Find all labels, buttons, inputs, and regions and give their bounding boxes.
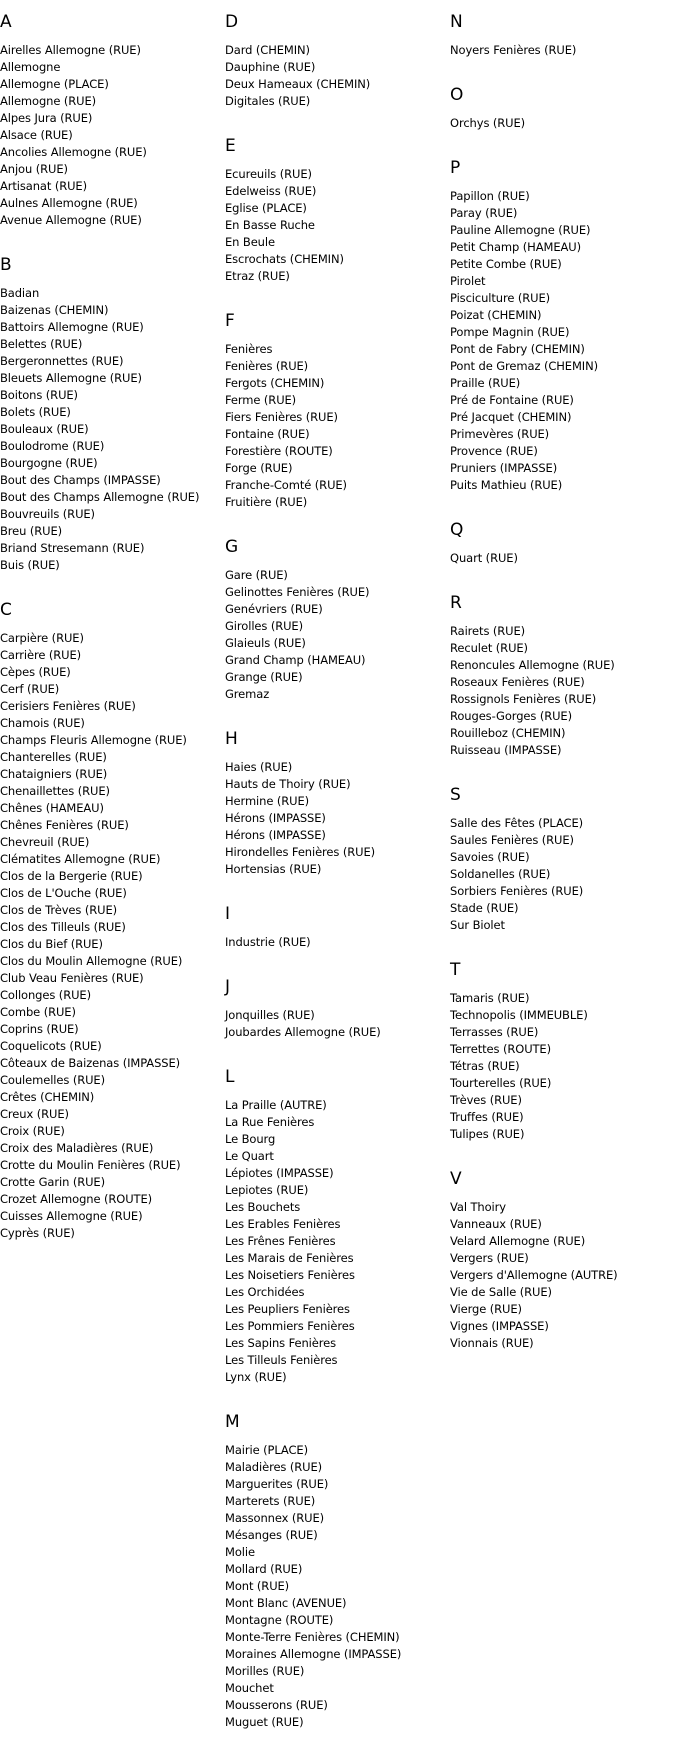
street-list [225, 166, 445, 285]
street-list-item: La Rue Fenières [225, 1115, 315, 1129]
street-list-item: Petite Combe (RUE) [450, 257, 562, 271]
street-list-item: Allemogne [0, 60, 61, 74]
street-list-item: Bourgogne (RUE) [0, 456, 98, 470]
street-list [0, 630, 220, 1242]
street-list-item: Les Bouchets [225, 1200, 301, 1214]
street-list-item: Trèves (RUE) [450, 1093, 522, 1107]
street-list-item: Jonquilles (RUE) [225, 1008, 315, 1022]
street-list-item: Bleuets Allemogne (RUE) [0, 371, 142, 385]
street-list-item: Tulipes (RUE) [450, 1127, 525, 1141]
street-list-item: Vierge (RUE) [450, 1302, 522, 1316]
street-list-item: Franche-Comté (RUE) [225, 478, 347, 492]
street-list-item: Bout des Champs Allemogne (RUE) [0, 490, 200, 504]
street-list [225, 1442, 445, 1731]
street-list-item: Cerisiers Fenières (RUE) [0, 699, 136, 713]
street-list-item: Fenières [225, 342, 273, 356]
street-list-item: Le Bourg [225, 1132, 276, 1146]
street-list-item: Mouchet [225, 1681, 274, 1695]
street-list-item: Lepiotes (RUE) [225, 1183, 309, 1197]
street-list-item: Tamaris (RUE) [450, 991, 530, 1005]
street-list-item: Girolles (RUE) [225, 619, 303, 633]
street-list-item: Buis (RUE) [0, 558, 60, 572]
street-list-item: Hauts de Thoiry (RUE) [225, 777, 351, 791]
street-list-item: Orchys (RUE) [450, 116, 526, 130]
street-list-item: Rouges-Gorges (RUE) [450, 709, 572, 723]
street-list-item: Battoirs Allemogne (RUE) [0, 320, 144, 334]
letter-section [225, 537, 445, 703]
street-list-item: Bout des Champs (IMPASSE) [0, 473, 161, 487]
section-letter-heading: S [450, 785, 461, 805]
street-list-item: Ancolies Allemogne (RUE) [0, 145, 147, 159]
section-letter-heading: M [225, 1412, 240, 1432]
street-list-item: Croix des Maladières (RUE) [0, 1141, 154, 1155]
street-list-item: Cuisses Allemogne (RUE) [0, 1209, 143, 1223]
letter-section [225, 1412, 445, 1731]
street-list-item: En Beule [225, 235, 275, 249]
street-list-item: Reculet (RUE) [450, 641, 528, 655]
section-letter-heading: E [225, 136, 236, 156]
street-list-item: Club Veau Fenières (RUE) [0, 971, 144, 985]
letter-section [450, 785, 670, 934]
street-list-item: Quart (RUE) [450, 551, 518, 565]
street-list-item: Morilles (RUE) [225, 1664, 305, 1678]
street-list-item: Briand Stresemann (RUE) [0, 541, 145, 555]
street-list-item: Cèpes (RUE) [0, 665, 71, 679]
street-list-item: Pauline Allemogne (RUE) [450, 223, 591, 237]
street-list-item: Massonnex (RUE) [225, 1511, 325, 1525]
street-list-item: Petit Champ (HAMEAU) [450, 240, 581, 254]
letter-section [225, 12, 445, 110]
street-list [225, 1007, 445, 1041]
street-list-item: Etraz (RUE) [225, 269, 290, 283]
street-list-item: Paray (RUE) [450, 206, 518, 220]
street-list-item: Velard Allemogne (RUE) [450, 1234, 586, 1248]
section-letter-heading: L [225, 1067, 235, 1087]
street-list-item: Mousserons (RUE) [225, 1698, 328, 1712]
street-list-item: Technopolis (IMMEUBLE) [450, 1008, 588, 1022]
street-list-item: Fiers Fenières (RUE) [225, 410, 338, 424]
street-list-item: Les Peupliers Fenières [225, 1302, 350, 1316]
street-list [450, 990, 670, 1143]
street-list-item: Baizenas (CHEMIN) [0, 303, 109, 317]
street-list [450, 815, 670, 934]
street-list-item: Chataigniers (RUE) [0, 767, 108, 781]
street-list-item: Deux Hameaux (CHEMIN) [225, 77, 371, 91]
street-list-item: Ferme (RUE) [225, 393, 297, 407]
street-list-item: Bouleaux (RUE) [0, 422, 89, 436]
street-list-item: Primevères (RUE) [450, 427, 550, 441]
street-list-item: Breu (RUE) [0, 524, 63, 538]
street-list-item: Badian [0, 286, 40, 300]
street-list-item: Vionnais (RUE) [450, 1336, 534, 1350]
section-letter-heading: R [450, 593, 462, 613]
section-letter-heading: O [450, 85, 464, 105]
street-list-item: Roseaux Fenières (RUE) [450, 675, 585, 689]
street-list-item: Hortensias (RUE) [225, 862, 322, 876]
street-list-item: Ruisseau (IMPASSE) [450, 743, 562, 757]
street-list-item: Fenières (RUE) [225, 359, 309, 373]
street-list-item: Collonges (RUE) [0, 988, 91, 1002]
street-list-item: Coprins (RUE) [0, 1022, 79, 1036]
street-list-item: Creux (RUE) [0, 1107, 69, 1121]
street-list-item: Lynx (RUE) [225, 1370, 287, 1384]
letter-section [0, 12, 220, 229]
street-list-item: Mairie (PLACE) [225, 1443, 308, 1457]
street-list [0, 285, 220, 574]
street-list-item: Combe (RUE) [0, 1005, 76, 1019]
street-list-item: Clos de la Bergerie (RUE) [0, 869, 143, 883]
index-column-1 [0, 12, 220, 1268]
street-list [450, 550, 670, 567]
street-list-item: Pont de Gremaz (CHEMIN) [450, 359, 598, 373]
street-list-item: Chanterelles (RUE) [0, 750, 107, 764]
street-list-item: Muguet (RUE) [225, 1715, 304, 1729]
street-list-item: Salle des Fêtes (PLACE) [450, 816, 584, 830]
section-letter-heading: A [0, 12, 12, 32]
street-list-item: Digitales (RUE) [225, 94, 311, 108]
street-list [450, 623, 670, 759]
street-list-item: Puits Mathieu (RUE) [450, 478, 563, 492]
section-letter-heading: D [225, 12, 239, 32]
street-list-item: Vergers (RUE) [450, 1251, 529, 1265]
street-list-item: Fruitière (RUE) [225, 495, 308, 509]
street-list-item: Boulodrome (RUE) [0, 439, 105, 453]
section-letter-heading: J [225, 977, 231, 997]
street-list-item: Crozet Allemogne (ROUTE) [0, 1192, 153, 1206]
street-list-item: Fontaine (RUE) [225, 427, 310, 441]
street-list-item: Tétras (RUE) [450, 1059, 520, 1073]
letter-section [450, 960, 670, 1143]
street-list-item: Artisanat (RUE) [0, 179, 87, 193]
street-list-item: Alsace (RUE) [0, 128, 73, 142]
street-list-item: Cerf (RUE) [0, 682, 60, 696]
street-list [450, 1199, 670, 1352]
street-list-item: Aulnes Allemogne (RUE) [0, 196, 138, 210]
street-list-item: Hérons (IMPASSE) [225, 828, 326, 842]
street-list-item: Chênes (HAMEAU) [0, 801, 104, 815]
street-list-item: Forestière (ROUTE) [225, 444, 333, 458]
section-letter-heading: F [225, 311, 235, 331]
street-list-item: Bolets (RUE) [0, 405, 71, 419]
street-list-item: Chenaillettes (RUE) [0, 784, 110, 798]
street-list-item: Clos des Tilleuls (RUE) [0, 920, 126, 934]
street-list-item: Rouilleboz (CHEMIN) [450, 726, 566, 740]
street-list-item: Boitons (RUE) [0, 388, 78, 402]
street-list-item: Renoncules Allemogne (RUE) [450, 658, 615, 672]
street-list-item: Pont de Fabry (CHEMIN) [450, 342, 585, 356]
street-list-item: Clos du Moulin Allemogne (RUE) [0, 954, 183, 968]
street-list-item: Soldanelles (RUE) [450, 867, 551, 881]
street-list-item: Joubardes Allemogne (RUE) [225, 1025, 381, 1039]
street-list-item: Tourterelles (RUE) [450, 1076, 552, 1090]
street-list-item: Gremaz [225, 687, 270, 701]
street-list-item: Les Orchidées [225, 1285, 305, 1299]
street-list-item: Mont (RUE) [225, 1579, 290, 1593]
street-list-item: Hermine (RUE) [225, 794, 310, 808]
street-list [225, 1097, 445, 1386]
street-list-item: Montagne (ROUTE) [225, 1613, 334, 1627]
street-list-item: Savoies (RUE) [450, 850, 530, 864]
street-list-item: Les Pommiers Fenières [225, 1319, 355, 1333]
street-list-item: Pré de Fontaine (RUE) [450, 393, 574, 407]
letter-section [450, 12, 670, 59]
street-list-item: Vanneaux (RUE) [450, 1217, 542, 1231]
street-list-item: Maladières (RUE) [225, 1460, 323, 1474]
street-list-item: Val Thoiry [450, 1200, 506, 1214]
street-list-item: Rossignols Fenières (RUE) [450, 692, 597, 706]
street-list-item: Crêtes (CHEMIN) [0, 1090, 95, 1104]
section-letter-heading: I [225, 904, 231, 924]
street-list-item: Moraines Allemogne (IMPASSE) [225, 1647, 402, 1661]
street-list-item: Pruniers (IMPASSE) [450, 461, 558, 475]
letter-section [225, 904, 445, 951]
street-list-item: Belettes (RUE) [0, 337, 83, 351]
street-list-item: Molie [225, 1545, 255, 1559]
street-list-item: Stade (RUE) [450, 901, 519, 915]
street-list [450, 115, 670, 132]
street-list-item: Provence (RUE) [450, 444, 538, 458]
street-list-item: Dard (CHEMIN) [225, 43, 310, 57]
street-list-item: Terrasses (RUE) [450, 1025, 539, 1039]
street-list-item: Haies (RUE) [225, 760, 293, 774]
street-list-item: Gelinottes Fenières (RUE) [225, 585, 370, 599]
street-list-item: Grand Champ (HAMEAU) [225, 653, 366, 667]
street-list-item: Chênes Fenières (RUE) [0, 818, 129, 832]
section-letter-heading: P [450, 158, 461, 178]
street-list-item: Industrie (RUE) [225, 935, 311, 949]
street-list-item: Marterets (RUE) [225, 1494, 316, 1508]
street-list-item: Bergeronnettes (RUE) [0, 354, 124, 368]
street-list-item: Airelles Allemogne (RUE) [0, 43, 141, 57]
street-list-item: Papillon (RUE) [450, 189, 530, 203]
street-list-item: Coquelicots (RUE) [0, 1039, 102, 1053]
letter-section [450, 158, 670, 494]
street-list-item: Sur Biolet [450, 918, 505, 932]
letter-section [225, 729, 445, 878]
street-list-item: Clos du Bief (RUE) [0, 937, 103, 951]
street-list-item: Allemogne (PLACE) [0, 77, 109, 91]
section-letter-heading: N [450, 12, 463, 32]
street-list-item: Coulemelles (RUE) [0, 1073, 105, 1087]
section-letter-heading: Q [450, 520, 464, 540]
section-letter-heading: T [450, 960, 461, 980]
street-list-item: Mésanges (RUE) [225, 1528, 318, 1542]
letter-section [225, 977, 445, 1041]
street-list-item: Praille (RUE) [450, 376, 521, 390]
street-list-item: Lépiotes (IMPASSE) [225, 1166, 334, 1180]
street-list-item: Les Erables Fenières [225, 1217, 341, 1231]
letter-section [225, 311, 445, 511]
street-list-item: Champs Fleuris Allemogne (RUE) [0, 733, 187, 747]
section-letter-heading: V [450, 1169, 462, 1189]
street-list-item: Pompe Magnin (RUE) [450, 325, 570, 339]
street-list-item: Chamois (RUE) [0, 716, 85, 730]
letter-section [225, 1067, 445, 1386]
street-list [225, 42, 445, 110]
street-list-item: Ecureuils (RUE) [225, 167, 312, 181]
street-list [225, 934, 445, 951]
street-list-item: Poizat (CHEMIN) [450, 308, 542, 322]
letter-section [0, 600, 220, 1242]
street-list-item: Crotte Garin (RUE) [0, 1175, 105, 1189]
street-list-item: Les Marais de Fenières [225, 1251, 354, 1265]
street-list-item: Clos de Trèves (RUE) [0, 903, 117, 917]
street-list [225, 341, 445, 511]
street-list-item: Allemogne (RUE) [0, 94, 97, 108]
street-list-item: Clématites Allemogne (RUE) [0, 852, 161, 866]
street-list-item: Cyprès (RUE) [0, 1226, 75, 1240]
street-list-item: Carpière (RUE) [0, 631, 84, 645]
street-list-item: Saules Fenières (RUE) [450, 833, 574, 847]
street-list-item: Vie de Salle (RUE) [450, 1285, 552, 1299]
street-list-item: Les Sapins Fenières [225, 1336, 336, 1350]
street-list-item: Edelweiss (RUE) [225, 184, 317, 198]
street-list-item: Avenue Allemogne (RUE) [0, 213, 142, 227]
street-list-item: Eglise (PLACE) [225, 201, 307, 215]
street-list-item: Monte-Terre Fenières (CHEMIN) [225, 1630, 400, 1644]
street-list-item: Rairets (RUE) [450, 624, 526, 638]
index-column-3 [450, 12, 670, 1378]
letter-section [0, 255, 220, 574]
street-list-item: Pirolet [450, 274, 486, 288]
street-list-item: Clos de L'Ouche (RUE) [0, 886, 127, 900]
street-list-item: Le Quart [225, 1149, 274, 1163]
letter-section [450, 520, 670, 567]
street-list-item: Vergers d'Allemogne (AUTRE) [450, 1268, 618, 1282]
street-list-item: Hirondelles Fenières (RUE) [225, 845, 375, 859]
street-list-item: Terrettes (ROUTE) [450, 1042, 551, 1056]
street-list-item: Mollard (RUE) [225, 1562, 303, 1576]
street-list-item: Chevreuil (RUE) [0, 835, 90, 849]
street-list-item: Carrière (RUE) [0, 648, 82, 662]
street-list [450, 42, 670, 59]
street-list-item: Croix (RUE) [0, 1124, 65, 1138]
street-list-item: Glaieuls (RUE) [225, 636, 306, 650]
letter-section [225, 136, 445, 285]
street-list [450, 188, 670, 494]
street-list-item: Vignes (IMPASSE) [450, 1319, 549, 1333]
street-list-item: Pré Jacquet (CHEMIN) [450, 410, 572, 424]
street-list-item: Côteaux de Baizenas (IMPASSE) [0, 1056, 181, 1070]
letter-section [450, 593, 670, 759]
street-list-item: Les Frênes Fenières [225, 1234, 336, 1248]
letter-section [450, 85, 670, 132]
street-list-item: Sorbiers Fenières (RUE) [450, 884, 584, 898]
section-letter-heading: B [0, 255, 12, 275]
letter-section [450, 1169, 670, 1352]
street-list-item: La Praille (AUTRE) [225, 1098, 327, 1112]
street-list [225, 567, 445, 703]
street-list-item: Dauphine (RUE) [225, 60, 316, 74]
section-letter-heading: H [225, 729, 238, 749]
index-column-2 [225, 12, 445, 1757]
section-letter-heading: G [225, 537, 239, 557]
street-list-item: Les Tilleuls Fenières [225, 1353, 338, 1367]
street-list-item: En Basse Ruche [225, 218, 315, 232]
street-list-item: Bouvreuils (RUE) [0, 507, 95, 521]
street-list-item: Grange (RUE) [225, 670, 303, 684]
street-list-item: Truffes (RUE) [450, 1110, 524, 1124]
street-list-item: Forge (RUE) [225, 461, 293, 475]
street-list [0, 42, 220, 229]
street-list-item: Gare (RUE) [225, 568, 288, 582]
street-list [225, 759, 445, 878]
street-list-item: Alpes Jura (RUE) [0, 111, 93, 125]
section-letter-heading: C [0, 600, 12, 620]
street-list-item: Les Noisetiers Fenières [225, 1268, 355, 1282]
street-list-item: Marguerites (RUE) [225, 1477, 329, 1491]
street-list-item: Genévriers (RUE) [225, 602, 323, 616]
street-list-item: Anjou (RUE) [0, 162, 68, 176]
street-list-item: Hérons (IMPASSE) [225, 811, 326, 825]
street-list-item: Pisciculture (RUE) [450, 291, 551, 305]
street-list-item: Mont Blanc (AVENUE) [225, 1596, 347, 1610]
street-list-item: Noyers Fenières (RUE) [450, 43, 577, 57]
street-list-item: Crotte du Moulin Fenières (RUE) [0, 1158, 181, 1172]
street-list-item: Escrochats (CHEMIN) [225, 252, 344, 266]
street-list-item: Fergots (CHEMIN) [225, 376, 325, 390]
